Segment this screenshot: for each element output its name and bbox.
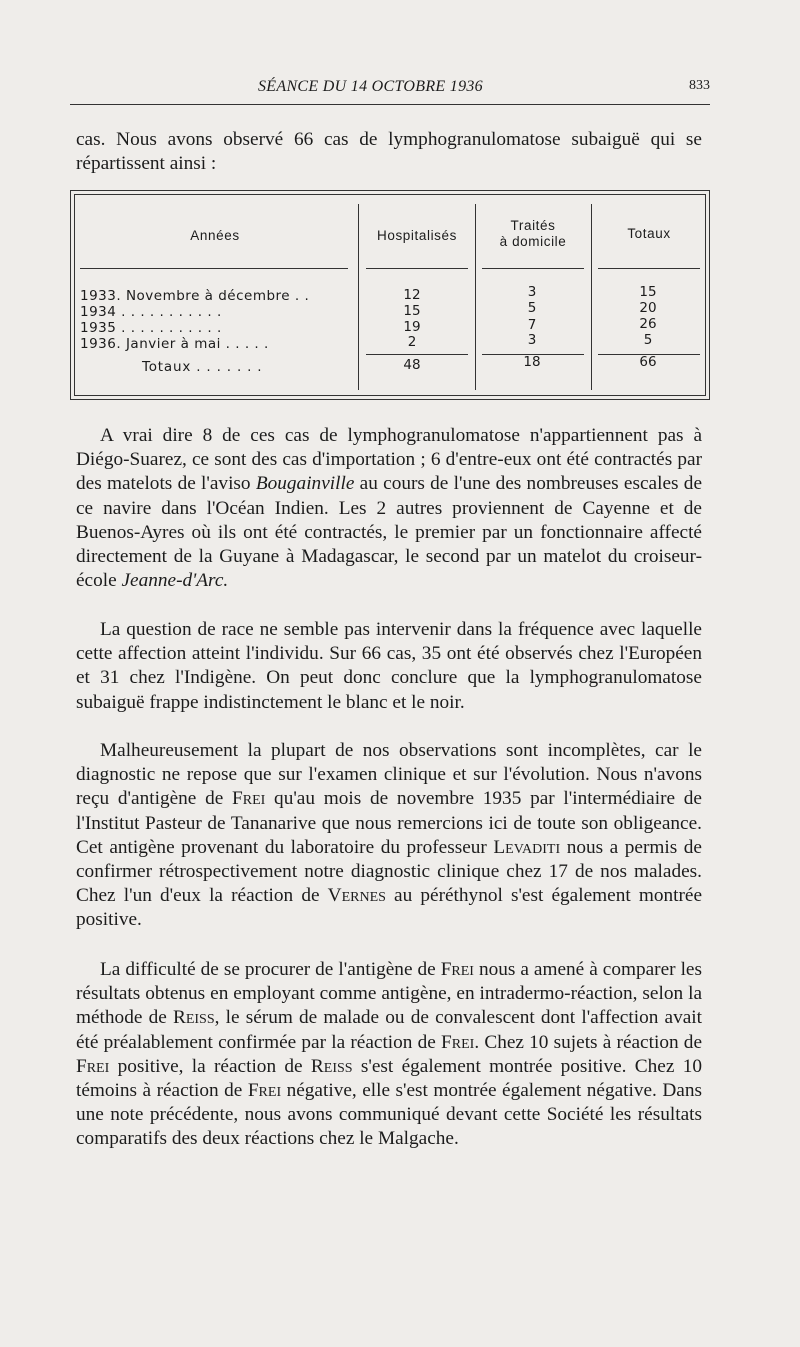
header-rule — [70, 104, 710, 105]
author-name: Frei — [76, 1055, 110, 1077]
ship-name: Jeanne-d'Arc. — [121, 570, 229, 592]
author-name: Levaditi — [493, 836, 561, 858]
intro-paragraph: cas. Nous avons observé 66 cas de lymphogranulomatose subaiguë qui se répartissent ainsi : — [76, 129, 702, 175]
row-hospitalises: 2 — [407, 334, 417, 350]
row-hospitalises: 19 — [403, 319, 421, 335]
row-traites: 3 — [527, 284, 537, 300]
total-rule — [366, 354, 468, 355]
column-header-annees: Années — [190, 228, 240, 243]
paragraph-race: La question de race ne semble pas intervenir dans la fréquence avec laquelle cette affection atteint l'individu. Sur 66 cas, 35 ont été observés chez l'Européen et 31 chez l'Indigène. On peut donc conclure que la lymphogranulomatose subaiguë frappe indistinctement le blanc et le noir. — [76, 619, 702, 713]
column-header-totaux: Totaux — [627, 226, 671, 241]
row-year: 1934 . . . . . . . . . . . — [80, 304, 222, 320]
header-underline — [80, 268, 348, 269]
header-underline — [482, 268, 584, 269]
column-header-hospitalises: Hospitalisés — [377, 228, 457, 243]
row-totaux: 20 — [639, 300, 657, 316]
table-divider — [591, 204, 592, 390]
page-number: 833 — [689, 78, 710, 93]
author-name: Reiss — [310, 1055, 353, 1077]
column-header-traites: Traités — [510, 218, 556, 233]
paragraph-observations: Malheureusement la plupart de nos observations sont incomplètes, car le diagnostic ne repose que sur l'examen clinique et sur l'évolution. Nous n'avons reçu d'antigène de Frei qu'au mois de novembre 1935 par l'intermédiaire de l'Institut Pasteur de Tananarive que nous remercions ici de toute son obligeance. Cet antigène provenant du laboratoire du professeur Levaditi nous a permis de confirmer rétrospectivement notre diagnostic clinique chez 17 de nos malades. Chez l'un d'eux la réaction de Vernes au péréthynol s'est également montrée positive. — [76, 740, 703, 931]
row-year: 1936. Janvier à mai . . . . . — [80, 336, 269, 352]
header-underline — [598, 268, 700, 269]
total-hospitalises: 48 — [403, 357, 421, 373]
total-totaux: 66 — [639, 354, 657, 370]
row-traites: 7 — [527, 317, 537, 333]
row-totaux: 5 — [643, 332, 653, 348]
author-name: Frei — [440, 959, 474, 980]
row-hospitalises: 15 — [403, 303, 421, 319]
row-totaux: 26 — [639, 316, 657, 332]
row-hospitalises: 12 — [403, 287, 421, 303]
author-name: Reiss — [172, 1007, 215, 1029]
table-divider — [475, 204, 476, 390]
table-divider — [358, 204, 359, 390]
column-header-traites-sub: à domicile — [499, 234, 567, 249]
row-traites: 5 — [527, 300, 537, 316]
row-traites: 3 — [527, 332, 537, 348]
author-name: Vernes — [327, 885, 386, 907]
total-row-label: Totaux . . . . . . . — [142, 359, 263, 375]
row-year: 1933. Novembre à décembre . . — [80, 288, 310, 304]
author-name: Frei — [232, 788, 266, 810]
author-name: Frei — [441, 1031, 475, 1053]
row-totaux: 15 — [639, 284, 657, 300]
running-header — [70, 78, 710, 100]
header-underline — [366, 268, 468, 269]
ship-name: Bougainville — [255, 473, 355, 495]
running-title: SÉANCE DU 14 OCTOBRE 1936 — [258, 78, 483, 95]
paragraph-comparison: La difficulté de se procurer de l'antigène de Frei nous a amené à comparer les résultats obtenus en employant comme antigène, en intradermo-réaction, selon la méthode de Reiss, le sérum de malade ou de convalescent dont l'affection avait été préalablement confirmée par la réaction de Frei. Chez 10 sujets à réaction de Frei positive, la réaction de Reiss s'est également montrée positive. Chez 10 témoins à réaction de Frei négative, elle s'est montrée également négative. Dans une note précédente, nous avons communiqué devant cette Société les résultats comparatifs des deux réactions chez le Malgache. — [76, 959, 703, 1150]
row-year: 1935 . . . . . . . . . . . — [80, 320, 222, 336]
author-name: Frei — [247, 1080, 282, 1102]
total-traites: 18 — [523, 354, 541, 370]
paragraph-importation: A vrai dire 8 de ces cas de lymphogranulomatose n'appartiennent pas à Diégo-Suarez, ce sont des cas d'importation ; 6 d'entre-eux ont été contractés par des matelots de l'aviso Bougainville au cours de l'une des nombreuses escales de ce navire dans l'Océan Indien. Les 2 autres proviennent de Cayenne et de Buenos-Ayres où ils ont été contractés, le premier par un fonctionnaire affecté directement de la Guyane à Madagascar, le second par un matelot du croiseur-école Jeanne-d'Arc. — [76, 425, 702, 592]
